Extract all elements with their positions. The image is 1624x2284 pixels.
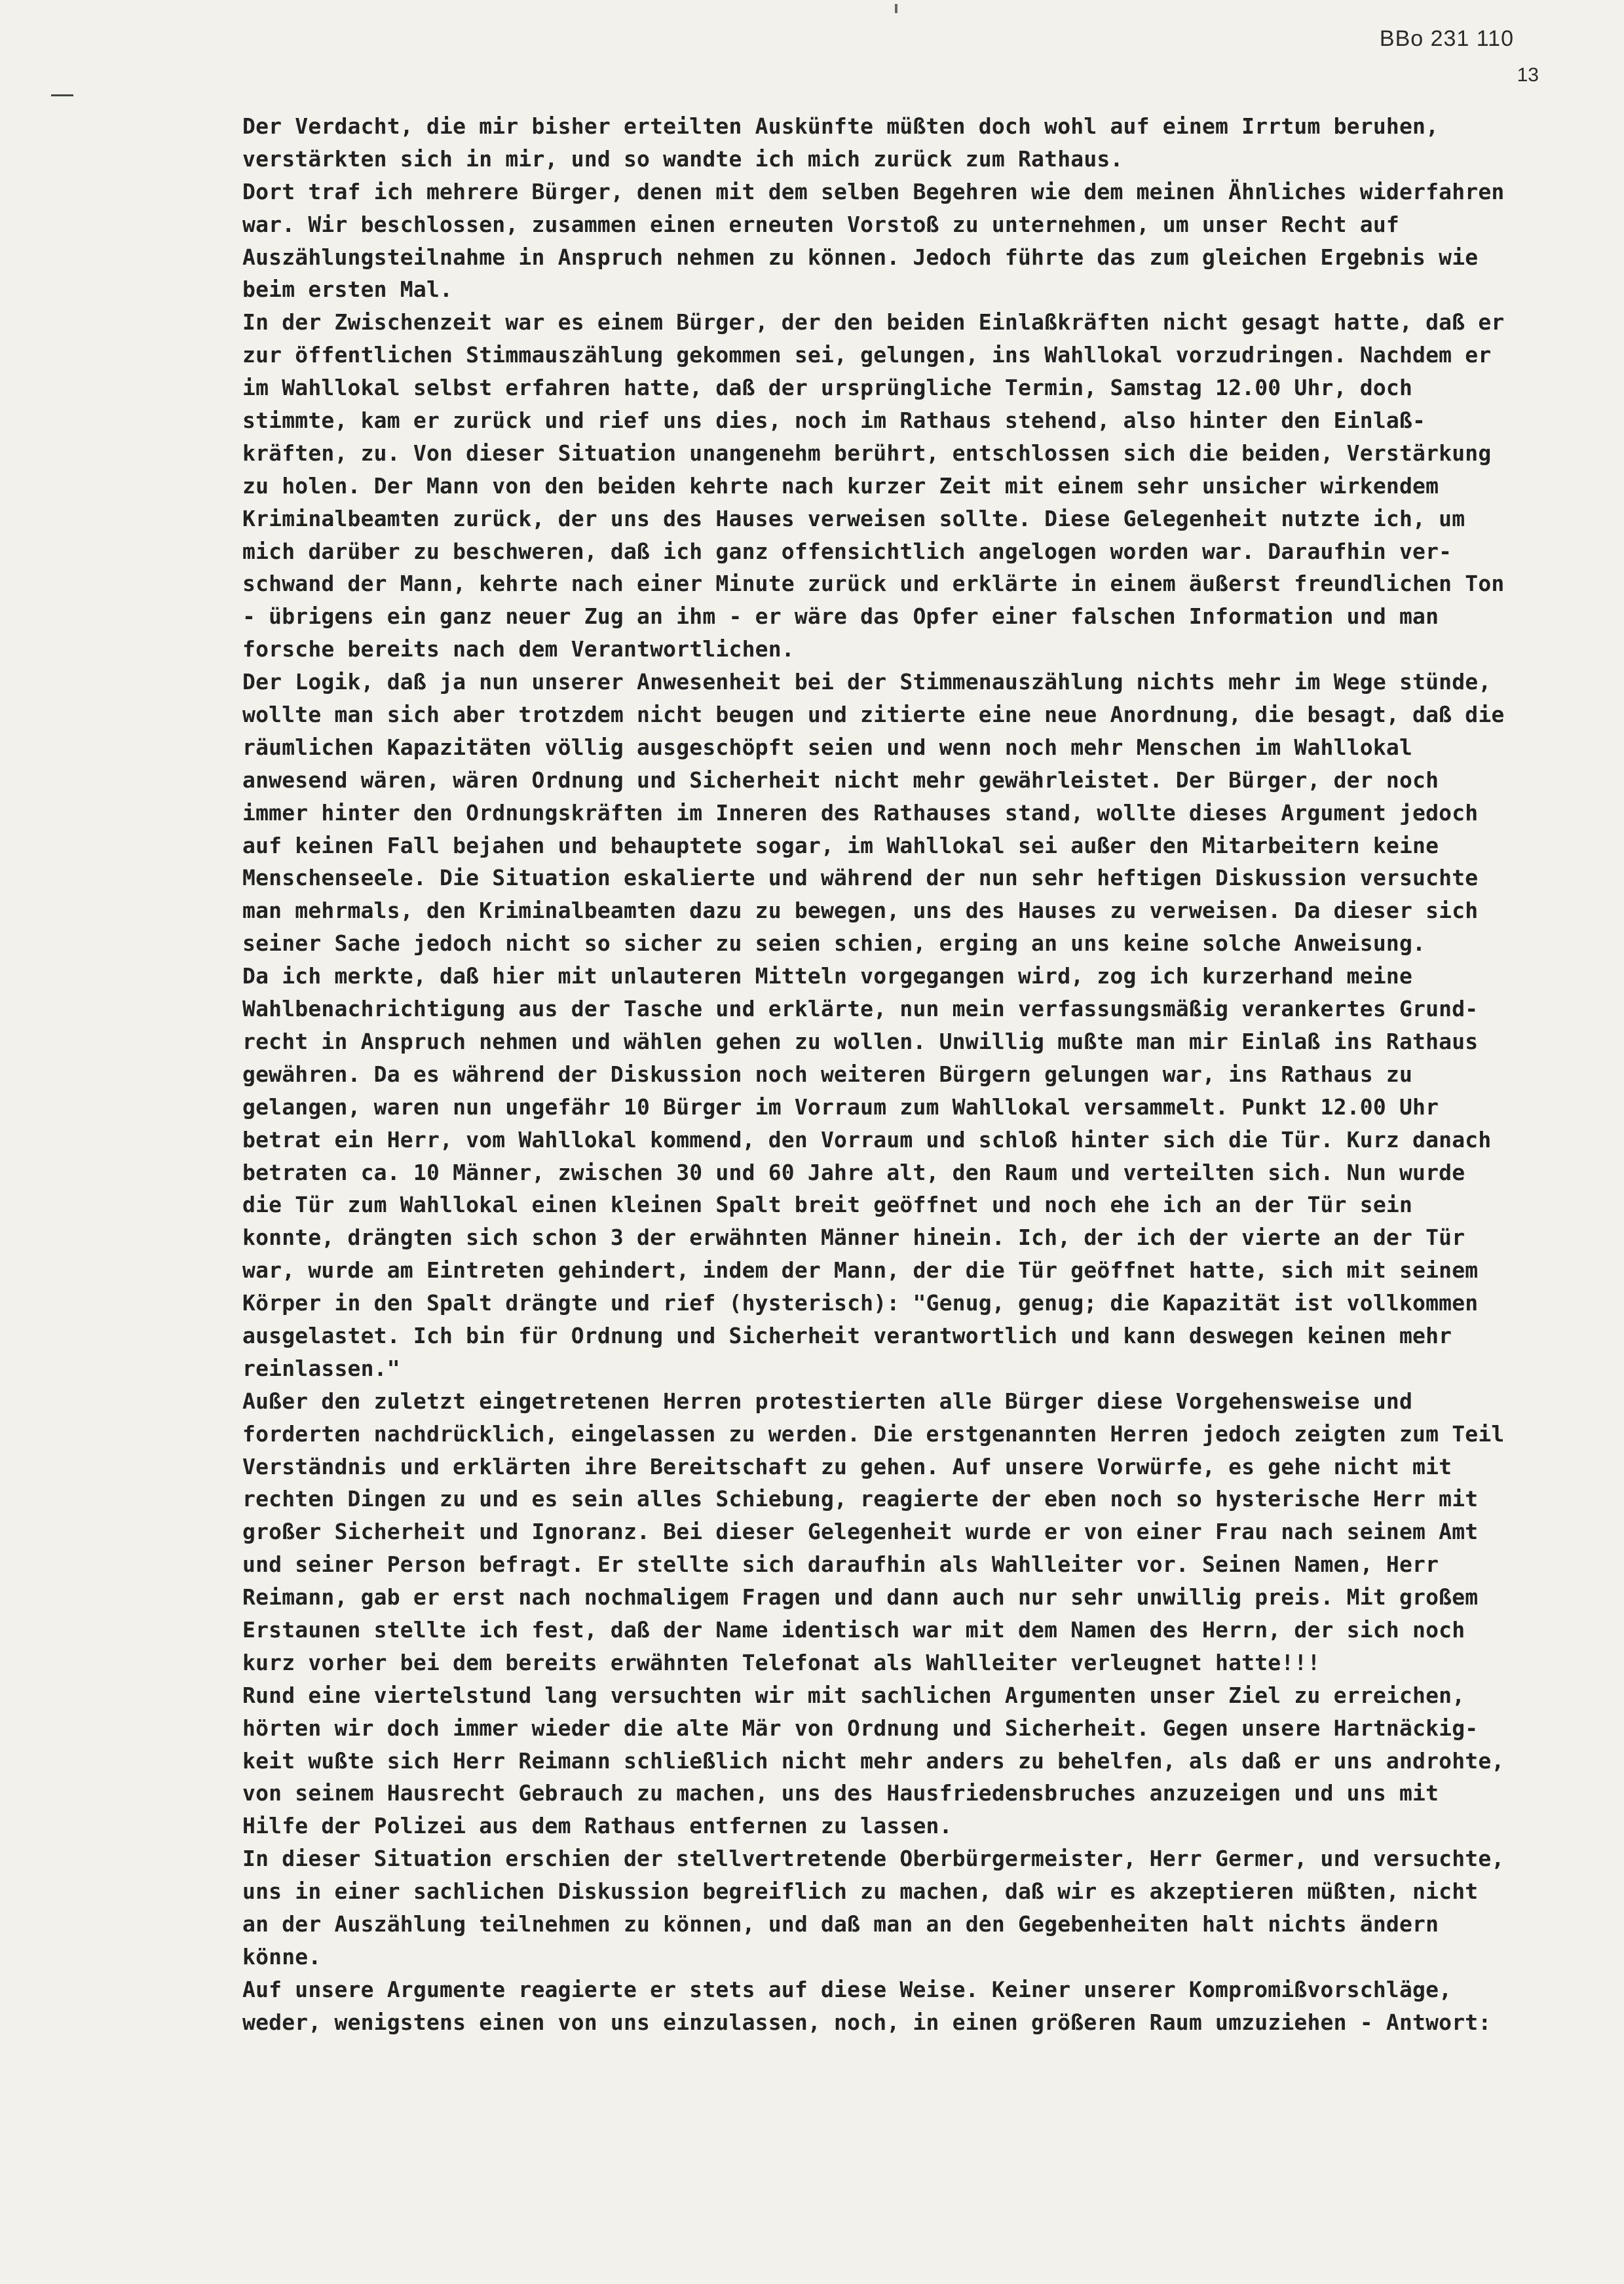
margin-mark [51,94,73,96]
text-line: von seinem Hausrecht Gebrauch zu machen, uns des Hausfriedensbruches anzuzeigen und uns mit [242,1780,1439,1806]
archive-signature: BBo 231 110 [1379,26,1514,51]
text-line: könne. [242,1943,322,1970]
text-line: uns in einer sachlichen Diskussion begreiflich zu machen, daß wir es akzeptieren müßten, nicht [242,1878,1479,1905]
text-line: im Wahllokal selbst erfahren hatte, daß der ursprüngliche Termin, Samstag 12.00 Uhr, doch [242,375,1413,401]
page-number: 13 [1517,64,1539,86]
text-line: Menschenseele. Die Situation eskalierte und während der nun sehr heftigen Diskussion versuchte [242,865,1479,891]
text-line: Erstaunen stellte ich fest, daß der Name identisch war mit dem Namen des Herrn, der sich noch [242,1616,1465,1643]
text-line: reinlassen." [242,1355,400,1381]
text-line: Kriminalbeamten zurück, der uns des Hauses verweisen sollte. Diese Gelegenheit nutzte ich, um [242,505,1465,531]
text-line: Rund eine viertelstund lang versuchten wir mit sachlichen Argumenten unser Ziel zu erreichen, [242,1682,1465,1708]
text-line: kräften, zu. Von dieser Situation unangenehm berührt, entschlossen sich die beiden, Verstärkung [242,440,1492,466]
text-line: In dieser Situation erschien der stellvertretende Oberbürgermeister, Herr Germer, und versuchte, [242,1846,1505,1872]
text-line: recht in Anspruch nehmen und wählen gehen zu wollen. Unwillig mußte man mir Einlaß ins Rathaus [242,1028,1479,1054]
text-line: wollte man sich aber trotzdem nicht beugen und zitierte eine neue Anordnung, die besagt, daß die [242,702,1505,728]
text-line: ausgelastet. Ich bin für Ordnung und Sicherheit verantwortlich und kann deswegen keinen mehr [242,1322,1452,1348]
text-line: auf keinen Fall bejahen und behauptete sogar, im Wahllokal sei außer den Mitarbeitern keine [242,832,1439,858]
text-line: keit wußte sich Herr Reimann schließlich nicht mehr anders zu behelfen, als daß er uns androhte, [242,1747,1505,1774]
text-line: Auf unsere Argumente reagierte er stets auf diese Weise. Keiner unserer Kompromißvorschläge, [242,1976,1452,2002]
text-line: und seiner Person befragt. Er stellte sich daraufhin als Wahlleiter vor. Seinen Namen, Herr [242,1551,1439,1578]
text-line: betraten ca. 10 Männer, zwischen 30 und 60 Jahre alt, den Raum und verteilten sich. Nun wurde [242,1159,1465,1185]
text-line: stimmte, kam er zurück und rief uns dies, noch im Rathaus stehend, also hinter den Einlaß- [242,408,1426,434]
text-line: In der Zwischenzeit war es einem Bürger, der den beiden Einlaßkräften nicht gesagt hatte, daß er [242,309,1505,335]
text-line: großer Sicherheit und Ignoranz. Bei dieser Gelegenheit wurde er von einer Frau nach seinem Amt [242,1519,1479,1545]
text-line: Dort traf ich mehrere Bürger, denen mit dem selben Begehren wie dem meinen Ähnliches widerfahren [242,178,1505,204]
text-line: Körper in den Spalt drängte und rief (hysterisch): "Genug, genug; die Kapazität ist vollkommen [242,1290,1479,1316]
text-line: hörten wir doch immer wieder die alte Mär von Ordnung und Sicherheit. Gegen unsere Hartnäckig- [242,1715,1479,1741]
text-line: weder, wenigstens einen von uns einzulassen, noch, in einen größeren Raum umzuziehen - Antwort: [242,2009,1492,2035]
text-line: immer hinter den Ordnungskräften im Inneren des Rathauses stand, wollte dieses Argument jedoch [242,799,1479,826]
text-line: Hilfe der Polizei aus dem Rathaus entfernen zu lassen. [242,1813,953,1839]
text-line: anwesend wären, wären Ordnung und Sicherheit nicht mehr gewährleistet. Der Bürger, der noch [242,767,1439,793]
text-line: die Tür zum Wahllokal einen kleinen Spalt breit geöffnet und noch ehe ich an der Tür sein [242,1192,1413,1218]
typewritten-body [242,110,1513,2039]
text-line: seiner Sache jedoch nicht so sicher zu seien schien, erging an uns keine solche Anweisung. [242,930,1426,957]
text-line: rechten Dingen zu und es sein alles Schiebung, reagierte der eben noch so hysterische Herr mit [242,1486,1479,1512]
text-line: Wahlbenachrichtigung aus der Tasche und erklärte, nun mein verfassungsmäßig verankertes Grund- [242,996,1479,1022]
text-line: Da ich merkte, daß hier mit unlauteren Mitteln vorgegangen wird, zog ich kurzerhand meine [242,963,1413,989]
punch-mark [895,4,897,13]
text-line: beim ersten Mal. [242,276,453,303]
text-line: gelangen, waren nun ungefähr 10 Bürger im Vorraum zum Wahllokal versammelt. Punkt 12.00 Uhr [242,1094,1439,1120]
text-line: kurz vorher bei dem bereits erwähnten Telefonat als Wahlleiter verleugnet hatte!!! [242,1649,1321,1675]
text-line: an der Auszählung teilnehmen zu können, und daß man an den Gegebenheiten halt nichts ändern [242,1911,1439,1937]
text-line: Der Logik, daß ja nun unserer Anwesenheit bei der Stimmenauszählung nichts mehr im Wege stünde, [242,669,1492,695]
text-line: war. Wir beschlossen, zusammen einen erneuten Vorstoß zu unternehmen, um unser Recht auf [242,211,1399,237]
text-line: Auszählungsteilnahme in Anspruch nehmen zu können. Jedoch führte das zum gleichen Ergebnis wie [242,244,1479,270]
text-line: Verständnis und erklärten ihre Bereitschaft zu gehen. Auf unsere Vorwürfe, es gehe nicht mit [242,1453,1452,1479]
text-line: betrat ein Herr, vom Wahllokal kommend, den Vorraum und schloß hinter sich die Tür. Kurz danach [242,1126,1492,1152]
text-line: zu holen. Der Mann von den beiden kehrte nach kurzer Zeit mit einem sehr unsicher wirkendem [242,472,1439,499]
text-line: forsche bereits nach dem Verantwortlichen. [242,636,795,662]
text-line: - übrigens ein ganz neuer Zug an ihm - er wäre das Opfer einer falschen Information und man [242,603,1439,630]
text-line: Der Verdacht, die mir bisher erteilten Auskünfte müßten doch wohl auf einem Irrtum beruhen, [242,113,1439,139]
text-line: verstärkten sich in mir, und so wandte ich mich zurück zum Rathaus. [242,145,1124,172]
text-line: gewähren. Da es während der Diskussion noch weiteren Bürgern gelungen war, ins Rathaus zu [242,1061,1413,1087]
text-line: konnte, drängten sich schon 3 der erwähnten Männer hinein. Ich, der ich der vierte an der Tür [242,1225,1465,1251]
text-line: schwand der Mann, kehrte nach einer Minute zurück und erklärte in einem äußerst freundlichen Ton [242,571,1505,597]
text-line: zur öffentlichen Stimmauszählung gekommen sei, gelungen, ins Wahllokal vorzudringen. Nachdem er [242,342,1492,368]
text-line: war, wurde am Eintreten gehindert, indem der Mann, der die Tür geöffnet hatte, sich mit seinem [242,1257,1479,1284]
text-line: forderten nachdrücklich, eingelassen zu werden. Die erstgenannten Herren jedoch zeigten zum Teil [242,1420,1505,1447]
text-line: mich darüber zu beschweren, daß ich ganz offensichtlich angelogen worden war. Daraufhin ver- [242,538,1452,564]
text-line: räumlichen Kapazitäten völlig ausgeschöpft seien und wenn noch mehr Menschen im Wahllokal [242,734,1413,760]
text-line: Außer den zuletzt eingetretenen Herren protestierten alle Bürger diese Vorgehensweise und [242,1388,1413,1414]
text-line: man mehrmals, den Kriminalbeamten dazu zu bewegen, uns des Hauses zu verweisen. Da dieser sich [242,898,1479,924]
text-line: Reimann, gab er erst nach nochmaligem Fragen und dann auch nur sehr unwillig preis. Mit großem [242,1584,1479,1610]
